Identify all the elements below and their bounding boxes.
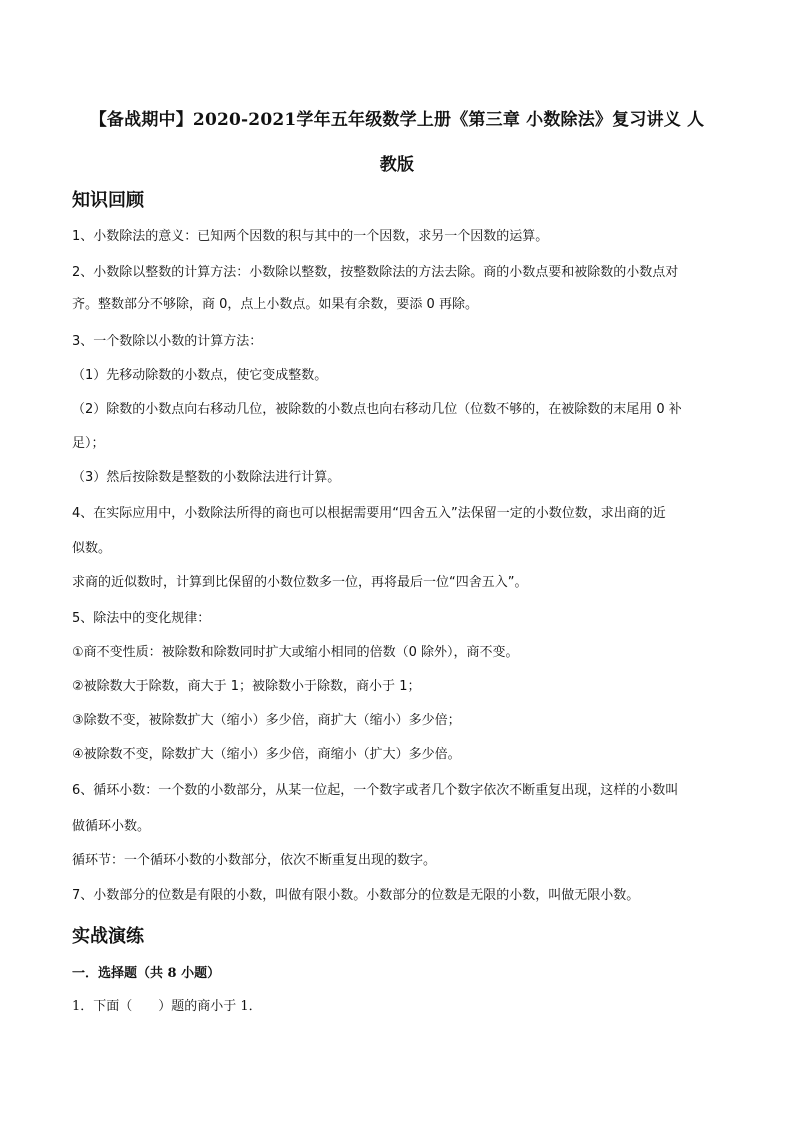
review-line: ③除数不变，被除数扩大（缩小）多少倍，商扩大（缩小）多少倍； xyxy=(72,713,461,728)
review-line: 1、小数除法的意义：已知两个因数的积与其中的一个因数，求另一个因数的运算。 xyxy=(72,229,549,244)
review-line: 循环节：一个循环小数的小数部分，依次不断重复出现的数字。 xyxy=(72,853,437,868)
section-heading-practice: 实战演练 xyxy=(72,926,144,947)
section-heading-review: 知识回顾 xyxy=(72,190,144,211)
review-line: ①商不变性质：被除数和除数同时扩大或缩小相同的倍数（0 除外），商不变。 xyxy=(72,645,519,660)
review-line: 求商的近似数时，计算到比保留的小数位数多一位，再将最后一位“四舍五入”。 xyxy=(72,575,528,590)
review-line: （2）除数的小数点向右移动几位，被除数的小数点也向右移动几位（位数不够的，在被除数的末尾用 0 补 xyxy=(72,402,682,417)
review-line: 2、小数除以整数的计算方法：小数除以整数，按整数除法的方法去除。商的小数点要和被除数的小数点对 xyxy=(72,265,679,280)
review-line: （3）然后按除数是整数的小数除法进行计算。 xyxy=(72,470,341,485)
review-line: 似数。 xyxy=(72,541,112,556)
review-line: ④被除数不变，除数扩大（缩小）多少倍，商缩小（扩大）多少倍。 xyxy=(72,747,461,762)
title-line-2: 教版 xyxy=(379,155,415,175)
title-line-1: 【备战期中】2020-2021学年五年级数学上册《第三章 小数除法》复习讲义 人 xyxy=(89,110,705,130)
review-line: 4、在实际应用中，小数除法所得的商也可以根据需要用“四舍五入”法保留一定的小数位数，求出商的近 xyxy=(72,506,666,521)
review-line: ②被除数大于除数，商大于 1；被除数小于除数，商小于 1； xyxy=(72,679,421,694)
review-line: 做循环小数。 xyxy=(72,819,151,834)
review-line: 3、一个数除以小数的计算方法： xyxy=(72,334,263,349)
document-title xyxy=(62,98,732,188)
choice-heading: 一．选择题（共 8 小题） xyxy=(72,966,221,981)
review-line: 齐。整数部分不够除，商 0，点上小数点。如果有余数，要添 0 再除。 xyxy=(72,297,478,312)
review-line: （1）先移动除数的小数点，使它变成整数。 xyxy=(72,368,328,383)
review-line: 5、除法中的变化规律： xyxy=(72,611,211,626)
review-line: 6、循环小数：一个数的小数部分，从某一位起，一个数字或者几个数字依次不断重复出现，这样的小数叫 xyxy=(72,783,679,798)
question-1: 1．下面（ ）题的商小于 1． xyxy=(72,999,262,1014)
review-line: 7、小数部分的位数是有限的小数，叫做有限小数。小数部分的位数是无限的小数，叫做无限小数。 xyxy=(72,888,640,903)
review-line: 足）； xyxy=(72,436,105,451)
